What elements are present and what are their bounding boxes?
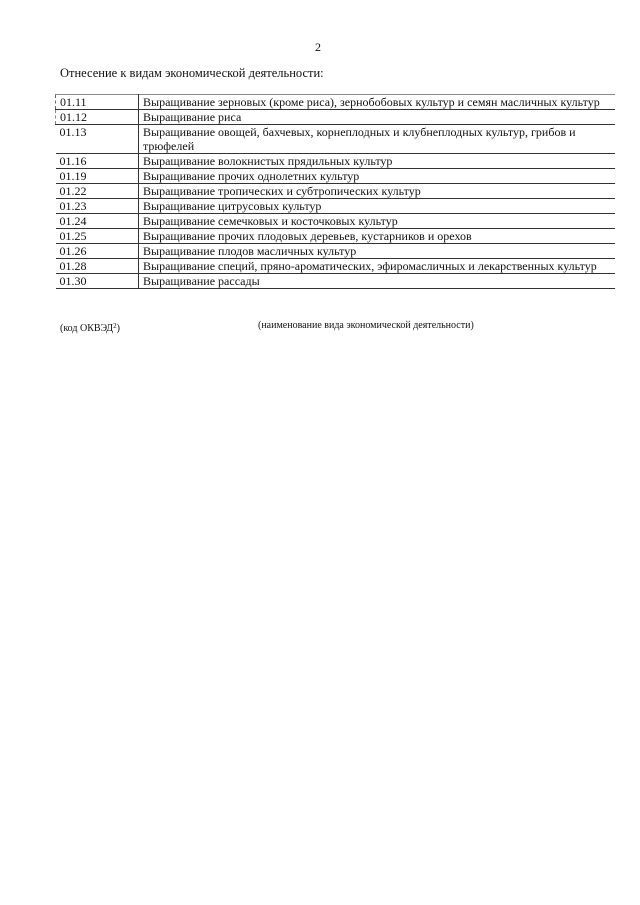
activity-name-cell: Выращивание семечковых и косточковых культур [139, 214, 616, 229]
activity-name-cell: Выращивание риса [139, 110, 616, 125]
page-number: 2 [315, 40, 321, 54]
activity-rows [56, 95, 616, 289]
activity-row [56, 169, 616, 184]
okved-code-cell: 01.23 [56, 199, 139, 214]
okved-code-cell: 01.11 [56, 95, 139, 110]
okved-code-cell: 01.26 [56, 244, 139, 259]
activity-name-cell: Выращивание тропических и субтропических культур [139, 184, 616, 199]
okved-code-cell: 01.22 [56, 184, 139, 199]
okved-code-cell: 01.28 [56, 259, 139, 274]
okved-code-cell: 01.25 [56, 229, 139, 244]
code-caption-close: ) [116, 323, 120, 334]
activity-name-cell: Выращивание плодов масличных культур [139, 244, 616, 259]
okved-code-cell: 01.30 [56, 274, 139, 289]
okved-activity-table [55, 94, 615, 289]
activity-row [56, 199, 616, 214]
activity-row [56, 244, 616, 259]
activity-name-cell: Выращивание прочих однолетних культур [139, 169, 616, 184]
activity-name-cell: Выращивание специй, пряно-ароматических, эфиромасличных и лекарственных культур [139, 259, 616, 274]
okved-code-cell: 01.24 [56, 214, 139, 229]
code-caption [60, 320, 120, 335]
section-heading: Отнесение к видам экономической деятельности: [60, 66, 324, 80]
code-caption-text: (код ОКВЭД [60, 323, 114, 334]
name-caption: (наименование вида экономической деятельности) [258, 320, 474, 331]
activity-row [56, 110, 616, 125]
okved-code-cell: 01.13 [56, 125, 139, 154]
activity-row [56, 95, 616, 110]
okved-code-cell: 01.19 [56, 169, 139, 184]
activity-row [56, 229, 616, 244]
activity-row [56, 214, 616, 229]
activity-row [56, 154, 616, 169]
activity-row [56, 274, 616, 289]
activity-name-cell: Выращивание прочих плодовых деревьев, кустарников и орехов [139, 229, 616, 244]
activity-row [56, 184, 616, 199]
activity-row [56, 259, 616, 274]
footnote-marker: 2 [113, 322, 117, 330]
activity-row [56, 125, 616, 154]
activity-name-cell: Выращивание рассады [139, 274, 616, 289]
activity-name-cell: Выращивание овощей, бахчевых, корнеплодных и клубнеплодных культур, грибов и трюфелей [139, 125, 616, 154]
okved-code-cell: 01.12 [56, 110, 139, 125]
activity-name-cell: Выращивание цитрусовых культур [139, 199, 616, 214]
activity-name-cell: Выращивание волокнистых прядильных культур [139, 154, 616, 169]
okved-code-cell: 01.16 [56, 154, 139, 169]
activity-name-cell: Выращивание зерновых (кроме риса), зернобобовых культур и семян масличных культур [139, 95, 616, 110]
